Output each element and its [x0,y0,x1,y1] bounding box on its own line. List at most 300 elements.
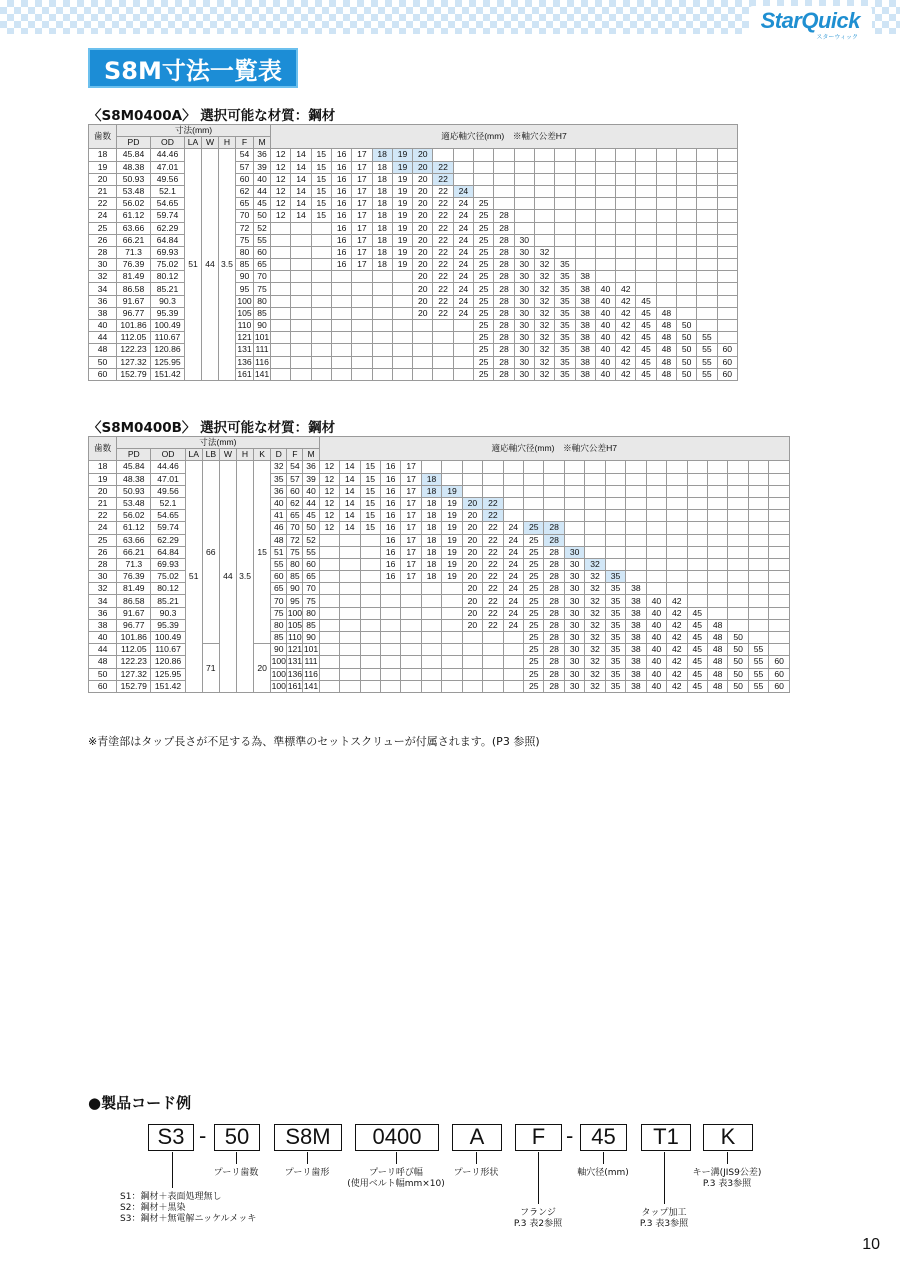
bore-cell [534,222,554,234]
bore-cell: 16 [380,485,400,497]
bore-cell [514,222,534,234]
bore-cell [677,185,697,197]
bore-cell [575,149,595,161]
bore-cell [453,173,473,185]
bore-cell [433,320,453,332]
bore-cell: 16 [331,198,351,210]
bore-cell: 25 [524,522,544,534]
bore-cell: 60 [769,668,790,680]
bore-cell [748,595,768,607]
bore-cell [769,546,790,558]
pd-cell: 91.67 [117,607,151,619]
bore-cell [380,668,400,680]
d-cell: 36 [271,485,287,497]
bore-cell [697,198,717,210]
bore-cell [319,583,339,595]
bore-cell: 14 [340,522,360,534]
bore-cell [311,320,331,332]
bore-cell: 16 [331,185,351,197]
bore-cell [728,522,748,534]
bore-cell: 12 [319,473,339,485]
bore-cell [636,173,656,185]
bore-cell [271,259,291,271]
teeth-cell: 36 [89,295,117,307]
connector-line [307,1152,308,1164]
pd-cell: 53.48 [117,497,151,509]
teeth-cell: 26 [89,234,117,246]
bore-cell: 40 [646,632,666,644]
bore-cell: 14 [340,473,360,485]
bore-cell [331,356,351,368]
bore-cell [748,619,768,631]
bore-cell: 45 [636,320,656,332]
bore-cell: 42 [667,656,687,668]
teeth-cell: 32 [89,271,117,283]
h-cell: 3.5 [236,461,253,693]
bore-cell [413,356,433,368]
bore-cell [319,571,339,583]
bore-cell: 30 [514,295,534,307]
bore-cell: 30 [514,320,534,332]
bore-cell [605,558,625,570]
bore-cell [728,510,748,522]
bore-cell: 22 [483,497,503,509]
caption-shape: プーリ形状 [453,1168,499,1178]
bore-cell: 32 [585,607,605,619]
m-cell: 90 [254,320,271,332]
bore-cell: 28 [544,534,564,546]
bore-cell [474,161,494,173]
teeth-cell: 24 [89,210,117,222]
f-cell: 62 [287,497,303,509]
bore-cell [483,644,503,656]
bore-cell [442,473,462,485]
f-cell: 75 [236,234,254,246]
f-cell: 54 [236,149,254,161]
od-cell: 64.84 [151,234,185,246]
m-cell: 36 [254,149,271,161]
bore-cell [646,461,666,473]
od-cell: 47.01 [151,473,185,485]
bore-cell [717,173,737,185]
bore-cell [626,546,646,558]
f-cell: 80 [287,558,303,570]
bore-cell [392,283,412,295]
bore-cell [575,234,595,246]
bore-cell: 22 [433,234,453,246]
bore-cell [717,222,737,234]
bore-cell: 19 [442,497,462,509]
bore-cell: 14 [340,497,360,509]
bore-cell: 35 [605,595,625,607]
bore-cell: 32 [534,344,554,356]
bore-cell [340,607,360,619]
teeth-cell: 30 [89,259,117,271]
m-cell: 111 [255,344,269,355]
bore-cell: 25 [474,344,494,356]
bore-cell: 35 [555,344,575,356]
bore-cell: 19 [442,558,462,570]
f-cell: 161 [237,368,252,379]
d-cell: 48 [271,534,287,546]
bore-cell [769,510,790,522]
pd-cell: 61.12 [117,522,151,534]
bore-cell [667,510,687,522]
bore-cell: 40 [646,656,666,668]
teeth-cell: 28 [89,558,117,570]
bore-cell [667,583,687,595]
m-cell: 90 [303,632,319,644]
bore-cell [271,368,291,380]
bore-cell: 24 [453,210,473,222]
m-cell: 80 [254,295,271,307]
bore-cell: 32 [534,307,554,319]
bore-cell: 38 [626,680,646,692]
teeth-cell: 36 [89,607,117,619]
bore-cell [372,368,392,380]
bore-cell [697,222,717,234]
bore-cell [595,173,615,185]
bore-cell: 28 [494,210,514,222]
bore-cell [626,473,646,485]
bore-cell: 20 [462,571,482,583]
od-cell: 151.42 [151,368,185,380]
bore-cell: 42 [667,607,687,619]
bore-cell [340,558,360,570]
bore-cell: 25 [474,222,494,234]
bore-cell: 35 [555,368,575,380]
d-cell: 41 [271,510,287,522]
bore-cell: 18 [421,497,441,509]
bore-cell: 40 [595,295,615,307]
bore-cell: 35 [605,656,625,668]
bore-cell: 17 [401,497,421,509]
f-cell: 70 [287,522,303,534]
bore-cell: 40 [646,595,666,607]
bore-cell [319,619,339,631]
bore-cell [707,546,727,558]
bore-cell: 24 [503,595,523,607]
bore-cell [555,198,575,210]
column-header-m: M [254,137,271,149]
bore-cell [769,632,790,644]
m-cell: 111 [304,656,318,667]
bore-cell: 17 [401,473,421,485]
bore-cell: 45 [636,356,656,368]
bore-cell: 55 [748,680,768,692]
lb-cell: 71 [202,644,219,693]
bore-cell [360,534,380,546]
bore-cell [748,461,768,473]
bore-cell: 16 [380,510,400,522]
bore-cell: 28 [494,222,514,234]
bore-cell: 24 [503,583,523,595]
bore-cell: 38 [626,632,646,644]
bore-cell [748,558,768,570]
bore-cell [697,185,717,197]
bore-cell: 16 [331,161,351,173]
bore-cell [728,473,748,485]
bore-cell: 25 [524,595,544,607]
bore-cell [697,295,717,307]
bore-cell: 22 [433,198,453,210]
bore-cell: 17 [401,571,421,583]
bore-cell: 35 [555,295,575,307]
f-cell: 90 [236,271,254,283]
bore-cell [319,546,339,558]
bore-cell [687,485,707,497]
bore-cell [585,473,605,485]
bore-cell [311,283,331,295]
bore-cell [555,185,575,197]
bore-cell: 22 [433,161,453,173]
bore-cell: 25 [524,546,544,558]
code-part-shape: A [452,1124,502,1151]
bore-cell: 25 [524,619,544,631]
bore-cell: 50 [728,632,748,644]
bore-cell: 16 [380,461,400,473]
bore-cell [717,307,737,319]
od-cell: 75.02 [151,571,185,583]
bore-cell [311,222,331,234]
bore-cell: 24 [453,259,473,271]
bore-cell [413,344,433,356]
bore-cell [697,259,717,271]
caption-bore: 軸穴径(mm) [577,1168,629,1178]
bore-cell [656,246,676,258]
pd-cell: 53.48 [117,185,151,197]
bore-cell: 45 [687,680,707,692]
teeth-cell: 44 [89,332,117,344]
bore-cell [575,210,595,222]
bore-cell [401,607,421,619]
bore-cell [555,234,575,246]
bore-cell [534,210,554,222]
bore-cell [646,571,666,583]
bore-cell [421,668,441,680]
bore-cell: 19 [442,485,462,497]
bore-cell: 16 [380,558,400,570]
bore-cell [291,259,311,271]
caption-tap: タップ加工 P.3 表3参照 [639,1208,689,1229]
bore-cell [483,656,503,668]
bore-cell: 20 [462,497,482,509]
bore-cell: 25 [474,234,494,246]
bore-cell: 45 [687,668,707,680]
bore-cell [595,246,615,258]
pd-cell: 76.39 [117,259,151,271]
bore-cell [769,558,790,570]
bore-cell: 16 [380,534,400,546]
bore-cell [544,510,564,522]
bore-cell [697,320,717,332]
m-cell: 141 [303,680,319,691]
bore-cell: 22 [483,522,503,534]
w-cell: 44 [202,149,219,381]
bore-cell [483,680,503,692]
bore-cell [564,497,584,509]
brand-logo-sub: スターウィック [816,34,858,41]
d-cell: 60 [271,571,287,583]
bore-cell [401,583,421,595]
teeth-cell: 24 [89,522,117,534]
bore-cell: 14 [340,485,360,497]
bore-cell [728,485,748,497]
od-cell: 62.29 [151,534,185,546]
teeth-cell: 21 [89,185,117,197]
bore-cell [372,320,392,332]
m-cell: 36 [303,461,319,473]
bore-cell [717,283,737,295]
bore-cell: 16 [331,173,351,185]
bore-cell [352,295,372,307]
bore-cell [728,595,748,607]
bore-cell: 38 [575,344,595,356]
bore-cell [697,210,717,222]
bore-cell [453,320,473,332]
bore-cell: 30 [514,271,534,283]
bore-cell [291,246,311,258]
bore-cell: 60 [717,344,737,356]
bore-cell [697,271,717,283]
bore-cell: 25 [524,558,544,570]
bore-cell [421,644,441,656]
bore-cell: 12 [271,173,291,185]
bore-cell [380,595,400,607]
od-cell: 100.49 [151,632,185,644]
bore-cell: 38 [575,307,595,319]
bore-cell [616,246,636,258]
bore-cell [380,656,400,668]
m-cell: 116 [304,668,318,679]
bore-cell: 17 [401,510,421,522]
bore-cell [372,356,392,368]
bore-cell [291,320,311,332]
teeth-cell: 50 [89,668,117,680]
bore-cell: 30 [564,558,584,570]
pd-cell: 66.21 [117,546,151,558]
teeth-cell: 60 [89,680,117,692]
bore-cell [372,295,392,307]
bore-cell: 25 [474,320,494,332]
bore-cell: 24 [503,619,523,631]
bore-cell [483,473,503,485]
code-part-material: S3 [148,1124,194,1151]
bore-cell: 38 [575,320,595,332]
bore-cell: 17 [352,210,372,222]
bore-cell: 25 [474,271,494,283]
bore-cell [503,497,523,509]
bore-cell [442,632,462,644]
bore-cell: 30 [564,632,584,644]
bore-cell: 30 [564,680,584,692]
bore-cell [483,485,503,497]
bore-cell: 30 [564,571,584,583]
bore-cell [503,461,523,473]
code-part-profile: S8M [274,1124,342,1151]
bore-cell [360,632,380,644]
f-cell: 57 [236,161,254,173]
bore-cell [503,668,523,680]
bore-cell [616,173,636,185]
bore-cell [575,259,595,271]
bore-cell: 18 [421,522,441,534]
bore-cell [667,497,687,509]
d-cell: 85 [271,632,287,644]
bore-cell: 12 [319,497,339,509]
bore-cell [707,510,727,522]
bore-cell: 19 [392,222,412,234]
bore-cell [524,473,544,485]
bore-cell [421,461,441,473]
bore-cell: 35 [605,607,625,619]
teeth-header: 歯数 [89,125,117,149]
connector-line [396,1152,397,1164]
bore-cell: 24 [503,558,523,570]
bore-cell [433,368,453,380]
la-cell: 51 [185,461,202,693]
bore-cell [769,534,790,546]
bore-cell: 24 [453,222,473,234]
bore-cell: 30 [514,368,534,380]
f-cell: 75 [287,546,303,558]
bore-cell: 48 [707,668,727,680]
teeth-cell: 60 [89,368,117,380]
bore-cell: 30 [564,668,584,680]
bore-cell [442,656,462,668]
bore-cell [271,246,291,258]
bore-cell [494,149,514,161]
bore-cell: 35 [555,271,575,283]
bore-cell [271,344,291,356]
bore-cell: 20 [462,607,482,619]
table-row [89,149,738,161]
bore-cell: 12 [271,210,291,222]
bore-cell: 40 [646,668,666,680]
od-cell: 49.56 [151,173,185,185]
bore-cell [575,246,595,258]
bore-cell: 18 [372,259,392,271]
bore-cell [717,246,737,258]
od-cell: 95.39 [151,619,185,631]
column-header-k: K [254,449,271,461]
bore-cell [748,473,768,485]
teeth-cell: 25 [89,222,117,234]
bore-cell: 38 [626,619,646,631]
pd-cell: 61.12 [117,210,151,222]
bore-cell: 22 [483,546,503,558]
bore-cell: 32 [585,571,605,583]
bore-cell [769,619,790,631]
bore-cell: 19 [392,173,412,185]
bore-cell [401,680,421,692]
f-cell: 100 [237,295,252,306]
code-part-width: 0400 [355,1124,439,1151]
pd-cell: 81.49 [117,583,151,595]
bore-cell [707,534,727,546]
bore-cell [462,461,482,473]
f-cell: 100 [287,607,303,618]
bore-cell [360,558,380,570]
bore-cell [575,161,595,173]
code-part-teeth: 50 [214,1124,260,1151]
bore-cell [462,644,482,656]
od-cell: 125.95 [151,668,185,680]
bore-cell [585,510,605,522]
section-b-title: 〈S8M0400B〉 選択可能な材質：鋼材 [88,420,336,436]
bore-cell [616,185,636,197]
pd-cell: 127.32 [117,356,151,368]
